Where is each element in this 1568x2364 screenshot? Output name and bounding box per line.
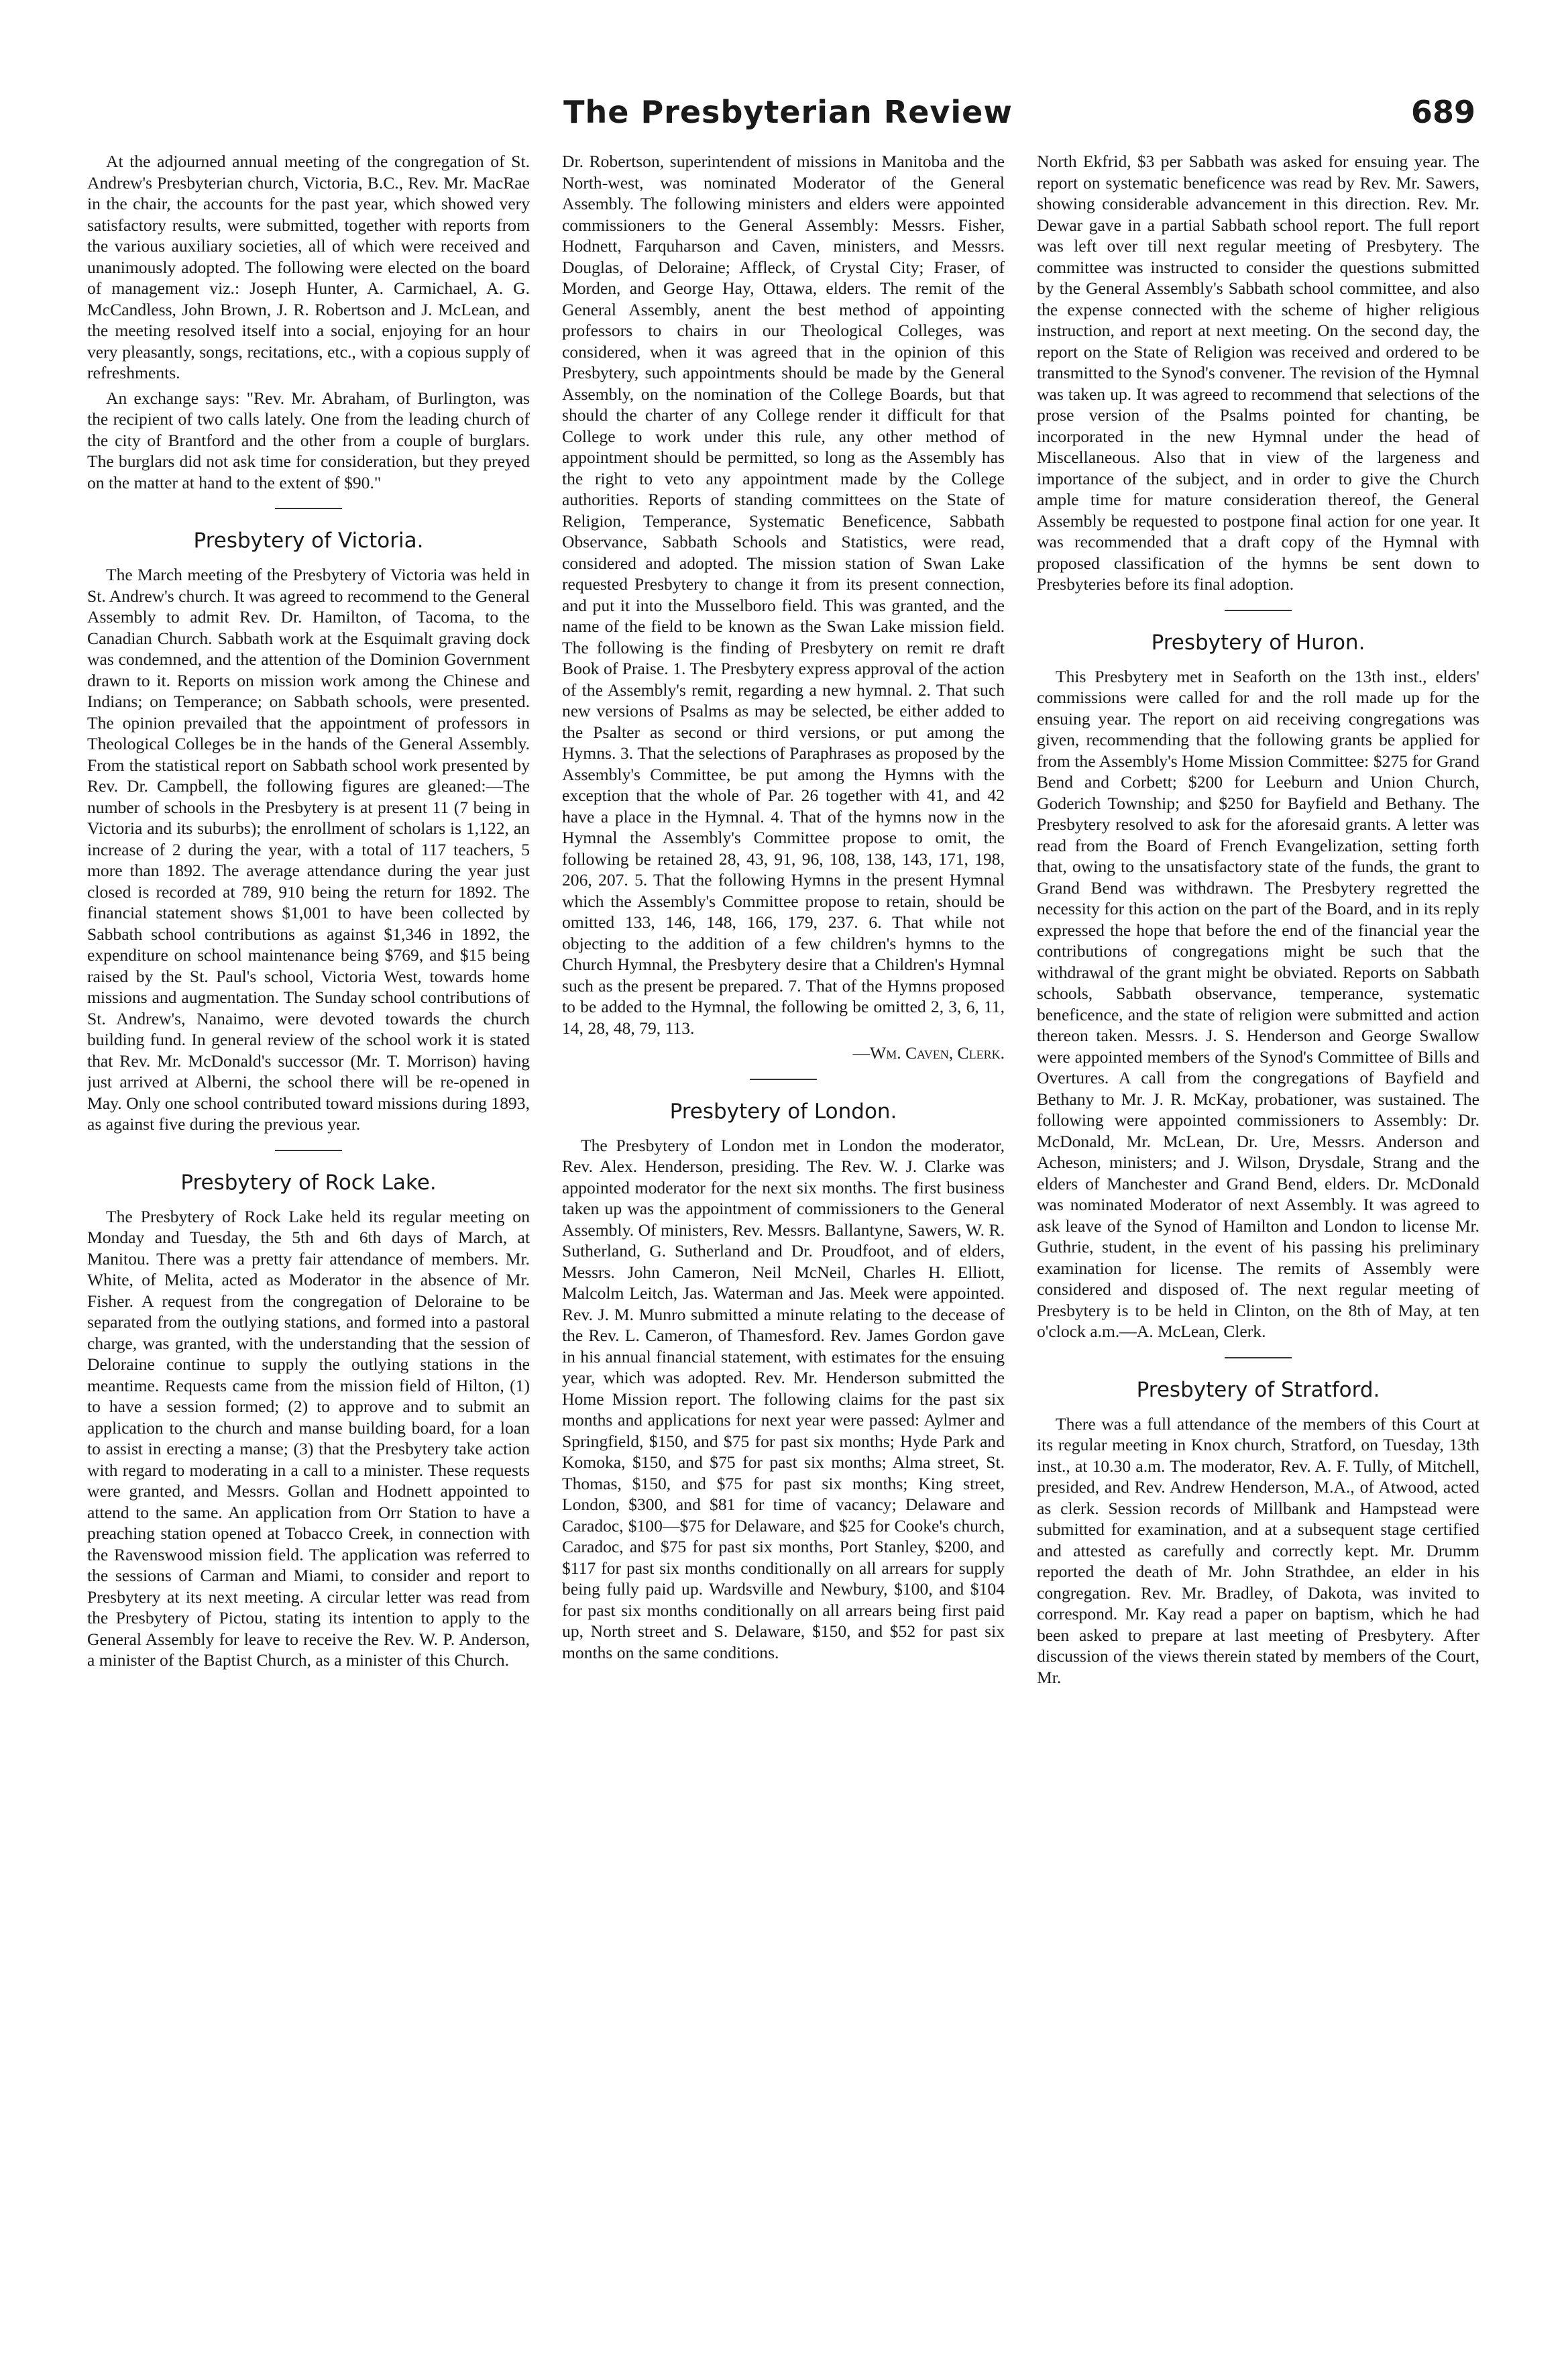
article-victoria-church: At the adjourned annual meeting of the congregation of St. Andrew's Presbyterian church, Victoria, B.C., Rev. Mr. MacRae in the chair, the accounts for the past year, which showed very satisfactory results, were submitted, together with reports from the various auxiliary societies, all of which were received and unanimously adopted. The following were elected on the board of management viz.: Joseph Hunter, A. Carmichael, A. G. McCandless, John Brown, J. R. Robertson and J. McLean, and the meeting resolved itself into a social, enjoying for an hour very pleasantly, songs, recitations, etc., with a copious supply of refreshments. (87, 152, 530, 382)
heading-presbytery-victoria: Presbytery of Victoria. (193, 529, 424, 553)
column-3 (1037, 151, 1479, 2277)
heading-presbytery-london: Presbytery of London. (669, 1099, 897, 1124)
heading-presbytery-rock-lake: Presbytery of Rock Lake. (180, 1170, 437, 1195)
article-presbytery-rock-lake-continued: Dr. Robertson, superintendent of missions in Manitoba and the North-west, was nominated Moderator of the General Assembly. The following ministers and elders were appointed commissioners to the General Assembly: Messrs. Fisher, Hodnett, Farquharson and Caven, ministers, and Messrs. Douglas, of Deloraine; Affleck, of Crystal City; Fraser, of Morden, and George Hay, Ottawa, elders. The remit of the General Assembly, anent the best method of appointing professors to chairs in our Theological Colleges, was considered, when it was agreed that in the opinion of this Presbytery, such appointments should be made by the General Assembly, on the nomination of the College Boards, but that should the charter of any College render it difficult for that College to work under this rule, any other method of appointment should be permitted, so long as the Assembly has the right to veto any appointment made by the College authorities. Reports of standing committees on the State of Religion, Temperance, Systematic Beneficence, Sabbath Observance, Sabbath Schools and Statistics, were read, considered and adopted. The mission station of Swan Lake requested Presbytery to change it from its present connection, and put it into the Musselboro field. This was granted, and the name of the field to be known as the Swan Lake mission field. The following is the finding of Presbytery on remit re draft Book of Praise. 1. The Presbytery express approval of the action of the Assembly's remit, regarding a new hymnal. 2. That such new versions of Psalms as may be selected, be either added to the Psalter as second or third versions, or put among the Hymns. 3. That the selections of Paraphrases as proposed by the Assembly's Committee, be put among the Hymns with the exception that the whole of Par. 26 together with 41, and 42 have a place in the Hymnal. 4. That of the hymns now in the Hymnal the Assembly's Committee propose to omit, the following be retained 28, 43, 91, 96, 108, 138, 143, 171, 198, 206, 207. 5. That the following Hymns in the present Hymnal which the Assembly's Committee propose to retain, should be omitted 133, 146, 148, 166, 179, 237. 6. That while not objecting to the addition of a few children's hymns to the Church Hymnal, the Presbytery desire that a Children's Hymnal such as the present be prepared. 7. That of the Hymns proposed to be added to the Hymnal, the following be omitted 2, 3, 6, 11, 14, 28, 48, 79, 113. (562, 152, 1005, 1038)
article-presbytery-london-continued: North Ekfrid, $3 per Sabbath was asked for ensuing year. The report on systematic beneficence was read by Rev. Mr. Sawers, showing considerable advancement in this direction. Rev. Mr. Dewar gave in a partial Sabbath school report. The full report was left over till next regular meeting of Presbytery. The committee was instructed to consider the questions submitted by the General Assembly's Sabbath school committee, and also the expense connected with the scheme of higher religious instruction, and report at next meeting. On the second day, the report on the State of Religion was received and ordered to be transmitted to the Synod's convener. The revision of the Hymnal was taken up. It was agreed to recommend that selections of the prose version of the Psalms pointed for chanting, be incorporated in the new Hymnal under the head of Miscellaneous. Also that in view of the largeness and importance of the subject, and in order to give the Church ample time for mature consideration thereof, the General Assembly be requested to postpone final action for one year. It was recommended that a draft copy of the Hymnal with proposed classification of the hymns be sent down to Presbyteries before its final adoption. (1037, 152, 1479, 594)
heading-presbytery-stratford: Presbytery of Stratford. (1136, 1377, 1380, 1402)
column-2 (562, 151, 1005, 2277)
page-number: 689 (1410, 94, 1475, 130)
article-presbytery-rock-lake: The Presbytery of Rock Lake held its regular meeting on Monday and Tuesday, the 5th and 6th days of March, at Manitou. There was a pretty fair attendance of members. Mr. White, of Melita, acted as Moderator in the absence of Mr. Fisher. A request from the congregation of Deloraine to be separated from the outlying stations, and formed into a pastoral charge, was granted, with the understanding that the session of Deloraine continue to supply the outlying stations in the meantime. Requests came from the mission field of Hilton, (1) to have a session formed; (2) to approve and to submit an application to the church and manse building board, for a loan to assist in erecting a manse; (3) that the Presbytery take action with regard to moderating in a call to a minister. These requests were granted, and Messrs. Gollan and Hodnett appointed to attend to the same. An application from Orr Station to have a preaching station opened at Tobacco Creek, in connection with the Ravenswood mission field. The application was referred to the sessions of Carman and Miami, to consider and report to Presbytery at its next meeting. A circular letter was read from the Presbytery of Pictou, stating its intention to apply to the General Assembly for leave to receive the Rev. W. P. Anderson, a minister of the Baptist Church, as a minister of this Church. (87, 1206, 530, 1670)
section-divider (1225, 610, 1292, 611)
column-1 (87, 151, 530, 2277)
journal-title: The Presbyterian Review (563, 94, 1013, 130)
page-header (101, 87, 1475, 148)
article-presbytery-huron: This Presbytery met in Seaforth on the 13th inst., elders' commissions were called for and the roll made up for the ensuing year. The report on aid receiving congregations was given, recommending that the following grants be applied for from the Assembly's Home Mission Committee: $275 for Grand Bend and Corbett; $200 for Leeburn and Union Church, Goderich Township; and $250 for Bayfield and Bethany. The Presbytery resolved to ask for the aforesaid grants. A letter was read from the Board of French Evangelization, setting forth that, owing to the unsatisfactory state of the funds, the grant to Grand Bend was withdrawn. The Presbytery regretted the necessity for this action on the part of the Board, and in its reply expressed the hope that before the end of the financial year the contributions of congregations might be such that the withdrawal of the grant might be obviated. Reports on Sabbath schools, Sabbath observance, temperance, systematic beneficence, and the state of religion were submitted and action thereon taken. Messrs. J. S. Henderson and George Swallow were appointed members of the Synod's Committee of Bills and Overtures. A call from the congregations of Bayfield and Bethany to Mr. J. R. McKay, probationer, was sustained. The following were appointed commissioners to Assembly: Dr. McDonald, Mr. McLean, Dr. Ure, Messrs. Anderson and Acheson, ministers; and J. Wilson, Drysdale, Strang and the elders of Manchester and Grand Bend, elders. Dr. McDonald was nominated Moderator of next Assembly. It was agreed to ask leave of the Synod of Hamilton and London to license Mr. Guthrie, student, in the event of his passing his preliminary examination for license. The remits of Assembly were considered and disposed of. The next regular meeting of Presbytery is to be held in Clinton, on the 8th of May, at ten o'clock a.m.—A. McLean, Clerk. (1037, 666, 1479, 1341)
article-presbytery-london: The Presbytery of London met in London the moderator, Rev. Alex. Henderson, presiding. The Rev. W. J. Clarke was appointed moderator for the next six months. The first business taken up was the appointment of commissioners to the General Assembly. Of ministers, Rev. Messrs. Ballantyne, Sawers, W. R. Sutherland, G. Sutherland and Dr. Proudfoot, and of elders, Messrs. John Cameron, Neil McNeil, Charles H. Elliott, Malcolm Leitch, Jas. Waterman and Jas. Meek were appointed. Rev. J. M. Munro submitted a minute relating to the decease of the Rev. L. Cameron, of Thamesford. Rev. James Gordon gave in his annual financial statement, with estimates for the ensuing year, which was adopted. Rev. Mr. Henderson submitted the Home Mission report. The following claims for the past six months and applications for next year were passed: Aylmer and Springfield, $150, and $75 for past six months; Hyde Park and Komoka, $150, and $75 for past six months; Alma street, St. Thomas, $150, and $75 for past six months; King street, London, $300, and $81 for time of vacancy; Delaware and Caradoc, $100—$75 for Delaware, and $25 for Cooke's church, Caradoc, and $75 for past six months, Port Stanley, $200, and $117 for past six months conditionally on all arrears for supply being fully paid up. Wardsville and Newbury, $100, and $104 for past six months conditionally on all arrears being first paid up, North street and S. Delaware, $150, and $52 for past six months on the same conditions. (562, 1135, 1005, 1662)
heading-presbytery-huron: Presbytery of Huron. (1151, 630, 1365, 655)
section-divider (750, 1079, 817, 1080)
section-divider (275, 508, 342, 509)
section-divider (275, 1150, 342, 1151)
signature-caven: —Wm. Caven, Clerk. (852, 1043, 1005, 1063)
article-presbytery-victoria: The March meeting of the Presbytery of Victoria was held in St. Andrew's church. It was agreed to recommend to the General Assembly to admit Rev. Dr. Hamilton, of Tacoma, to the Canadian Church. Sabbath work at the Esquimalt graving dock was condemned, and the attention of the Dominion Government drawn to it. Reports on mission work among the Chinese and Indians; on Temperance; on Sabbath schools, were presented. The opinion prevailed that the appointment of professors in Theological Colleges be in the hands of the General Assembly. From the statistical report on Sabbath school work presented by Rev. Dr. Campbell, the following figures are gleaned:—The number of schools in the Presbytery is at present 11 (7 being in Victoria and its suburbs); the enrollment of scholars is 1,122, an increase of 2 during the year, with a total of 117 teachers, 5 more than 1892. The average attendance during the year just closed is recorded at 789, 910 being the return for 1892. The financial statement shows $1,001 to have been collected by Sabbath school contributions as against $1,346 in 1892, the expenditure on school maintenance being $769, and $15 being raised by the St. Paul's school, Victoria West, towards home missions and augmentation. The Sunday school contributions of St. Andrew's, Nanaimo, were devoted towards the church building fund. In general review of the school work it is stated that Rev. Mr. McDonald's successor (Mr. T. Morrison) having just arrived at Alberni, the school there will be re-opened in May. Only one school contributed toward missions during 1893, as against five during the previous year. (87, 565, 530, 1134)
section-divider (1225, 1357, 1292, 1358)
article-presbytery-stratford: There was a full attendance of the members of this Court at its regular meeting in Knox church, Stratford, on Tuesday, 13th inst., at 10.30 a.m. The moderator, Rev. A. F. Tully, of Mitchell, presided, and Rev. Andrew Henderson, M.A., of Atwood, acted as clerk. Session records of Millbank and Hampstead were submitted for examination, and at a subsequent stage certified and attested as carefully and correctly kept. Mr. Drumm reported the death of Mr. John Strathdee, an elder in his congregation. Rev. Mr. Bradley, of Dakota, was invited to correspond. Mr. Kay read a paper on baptism, which he had been asked to prepare at last meeting of Presbytery. After discussion of the views therein stated by members of the Court, Mr. (1037, 1413, 1479, 1687)
article-abraham-calls: An exchange says: "Rev. Mr. Abraham, of Burlington, was the recipient of two calls lately. One from the leading church of the city of Brantford and the other from a couple of burglars. The burglars did not ask time for consideration, but they preyed on the matter at hand to the extent of $90." (87, 388, 530, 492)
